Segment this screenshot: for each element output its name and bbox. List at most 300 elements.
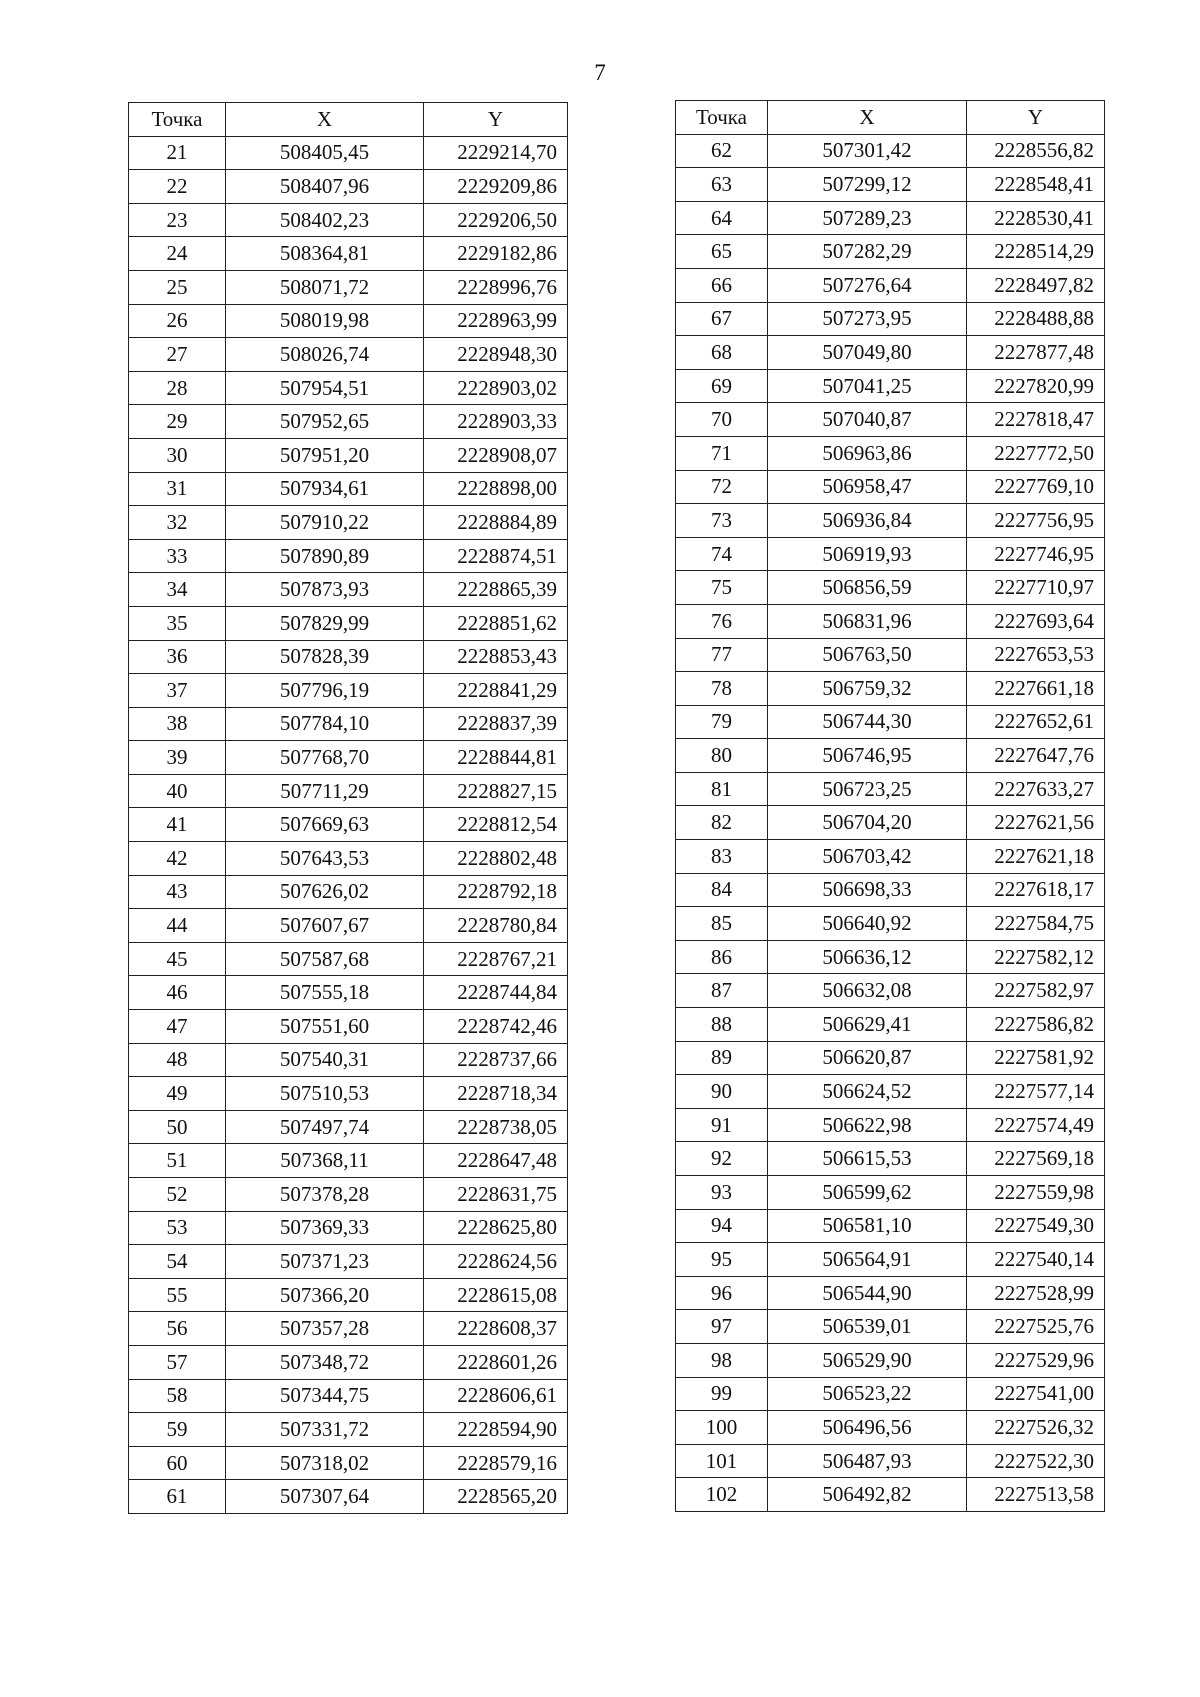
x-coordinate-cell: 507643,53 <box>226 842 424 876</box>
point-cell: 58 <box>129 1379 226 1413</box>
x-coordinate-cell: 507540,31 <box>226 1043 424 1077</box>
point-cell: 60 <box>129 1446 226 1480</box>
x-coordinate-cell: 508019,98 <box>226 304 424 338</box>
table-row <box>129 741 568 775</box>
table-row <box>676 1310 1105 1344</box>
x-coordinate-cell: 508407,96 <box>226 170 424 204</box>
y-coordinate-cell: 2227525,76 <box>967 1310 1105 1344</box>
table-row <box>129 976 568 1010</box>
table-row <box>129 506 568 540</box>
table-row <box>129 909 568 943</box>
table-row <box>129 438 568 472</box>
y-coordinate-cell: 2228903,33 <box>424 405 568 439</box>
table-row <box>676 873 1105 907</box>
y-coordinate-cell: 2227653,53 <box>967 638 1105 672</box>
x-coordinate-cell: 507952,65 <box>226 405 424 439</box>
point-cell: 50 <box>129 1110 226 1144</box>
x-coordinate-cell: 507829,99 <box>226 606 424 640</box>
table-row <box>129 808 568 842</box>
x-coordinate-cell: 506759,32 <box>768 672 967 706</box>
table-row <box>676 403 1105 437</box>
y-coordinate-cell: 2228608,37 <box>424 1312 568 1346</box>
y-coordinate-cell: 2228767,21 <box>424 942 568 976</box>
table-row <box>676 134 1105 168</box>
x-coordinate-cell: 507371,23 <box>226 1245 424 1279</box>
table-row <box>129 606 568 640</box>
y-coordinate-cell: 2229206,50 <box>424 203 568 237</box>
table-row <box>129 1144 568 1178</box>
table-row <box>129 1010 568 1044</box>
y-coordinate-cell: 2228908,07 <box>424 438 568 472</box>
y-coordinate-cell: 2228996,76 <box>424 270 568 304</box>
coordinates-table-left <box>128 102 568 1514</box>
table-row <box>676 1142 1105 1176</box>
point-cell: 80 <box>676 739 768 773</box>
table-row <box>129 1379 568 1413</box>
table-row <box>676 604 1105 638</box>
table-row <box>676 840 1105 874</box>
x-coordinate-cell: 508071,72 <box>226 270 424 304</box>
x-coordinate-cell: 506523,22 <box>768 1377 967 1411</box>
x-coordinate-cell: 506529,90 <box>768 1343 967 1377</box>
y-coordinate-cell: 2227584,75 <box>967 907 1105 941</box>
point-cell: 88 <box>676 1008 768 1042</box>
column-header-point: Точка <box>129 103 226 137</box>
point-cell: 38 <box>129 707 226 741</box>
table-row <box>676 571 1105 605</box>
column-header-point: Точка <box>676 101 768 135</box>
x-coordinate-cell: 507344,75 <box>226 1379 424 1413</box>
table-header-row <box>129 103 568 137</box>
x-coordinate-cell: 507934,61 <box>226 472 424 506</box>
table-row <box>129 1413 568 1447</box>
point-cell: 49 <box>129 1077 226 1111</box>
point-cell: 93 <box>676 1176 768 1210</box>
point-cell: 32 <box>129 506 226 540</box>
x-coordinate-cell: 507348,72 <box>226 1345 424 1379</box>
point-cell: 67 <box>676 302 768 336</box>
y-coordinate-cell: 2227769,10 <box>967 470 1105 504</box>
y-coordinate-cell: 2227818,47 <box>967 403 1105 437</box>
x-coordinate-cell: 506581,10 <box>768 1209 967 1243</box>
point-cell: 54 <box>129 1245 226 1279</box>
point-cell: 68 <box>676 336 768 370</box>
point-cell: 95 <box>676 1243 768 1277</box>
point-cell: 73 <box>676 504 768 538</box>
table-row <box>129 942 568 976</box>
x-coordinate-cell: 507040,87 <box>768 403 967 437</box>
y-coordinate-cell: 2227661,18 <box>967 672 1105 706</box>
table-row <box>676 504 1105 538</box>
point-cell: 51 <box>129 1144 226 1178</box>
point-cell: 64 <box>676 201 768 235</box>
point-cell: 41 <box>129 808 226 842</box>
table-row <box>676 739 1105 773</box>
y-coordinate-cell: 2228737,66 <box>424 1043 568 1077</box>
point-cell: 55 <box>129 1278 226 1312</box>
point-cell: 85 <box>676 907 768 941</box>
y-coordinate-cell: 2228792,18 <box>424 875 568 909</box>
page-number: 7 <box>594 60 606 85</box>
y-coordinate-cell: 2227621,18 <box>967 840 1105 874</box>
y-coordinate-cell: 2227586,82 <box>967 1008 1105 1042</box>
point-cell: 96 <box>676 1276 768 1310</box>
column-header-y: Y <box>424 103 568 137</box>
y-coordinate-cell: 2228514,29 <box>967 235 1105 269</box>
y-coordinate-cell: 2228837,39 <box>424 707 568 741</box>
x-coordinate-cell: 507378,28 <box>226 1178 424 1212</box>
y-coordinate-cell: 2228884,89 <box>424 506 568 540</box>
point-cell: 62 <box>676 134 768 168</box>
table-row <box>676 1041 1105 1075</box>
point-cell: 71 <box>676 436 768 470</box>
point-cell: 83 <box>676 840 768 874</box>
table-row <box>676 638 1105 672</box>
table-row <box>676 369 1105 403</box>
table-row <box>129 674 568 708</box>
table-row <box>129 573 568 607</box>
table-row <box>129 707 568 741</box>
table-row <box>129 237 568 271</box>
x-coordinate-cell: 507049,80 <box>768 336 967 370</box>
point-cell: 98 <box>676 1343 768 1377</box>
table-row <box>676 268 1105 302</box>
y-coordinate-cell: 2227621,56 <box>967 806 1105 840</box>
table-row <box>129 1345 568 1379</box>
y-coordinate-cell: 2228780,84 <box>424 909 568 943</box>
table-row <box>676 940 1105 974</box>
y-coordinate-cell: 2228606,61 <box>424 1379 568 1413</box>
point-cell: 87 <box>676 974 768 1008</box>
y-coordinate-cell: 2229209,86 <box>424 170 568 204</box>
x-coordinate-cell: 507041,25 <box>768 369 967 403</box>
table-row <box>676 336 1105 370</box>
y-coordinate-cell: 2227581,92 <box>967 1041 1105 1075</box>
x-coordinate-cell: 506640,92 <box>768 907 967 941</box>
x-coordinate-cell: 507510,53 <box>226 1077 424 1111</box>
y-coordinate-cell: 2228530,41 <box>967 201 1105 235</box>
point-cell: 99 <box>676 1377 768 1411</box>
point-cell: 27 <box>129 338 226 372</box>
x-coordinate-cell: 507669,63 <box>226 808 424 842</box>
table-row <box>129 1110 568 1144</box>
table-row <box>129 472 568 506</box>
x-coordinate-cell: 508402,23 <box>226 203 424 237</box>
x-coordinate-cell: 506636,12 <box>768 940 967 974</box>
table-row <box>676 1209 1105 1243</box>
y-coordinate-cell: 2228556,82 <box>967 134 1105 168</box>
x-coordinate-cell: 506831,96 <box>768 604 967 638</box>
point-cell: 26 <box>129 304 226 338</box>
point-cell: 57 <box>129 1345 226 1379</box>
table-row <box>129 203 568 237</box>
table-row <box>676 235 1105 269</box>
x-coordinate-cell: 506496,56 <box>768 1411 967 1445</box>
y-coordinate-cell: 2227541,00 <box>967 1377 1105 1411</box>
table-row <box>129 1211 568 1245</box>
y-coordinate-cell: 2228742,46 <box>424 1010 568 1044</box>
x-coordinate-cell: 507276,64 <box>768 268 967 302</box>
y-coordinate-cell: 2228851,62 <box>424 606 568 640</box>
point-cell: 66 <box>676 268 768 302</box>
table-row <box>129 842 568 876</box>
y-coordinate-cell: 2228548,41 <box>967 168 1105 202</box>
column-header-x: X <box>226 103 424 137</box>
table-row <box>676 772 1105 806</box>
x-coordinate-cell: 506624,52 <box>768 1075 967 1109</box>
y-coordinate-cell: 2227574,49 <box>967 1108 1105 1142</box>
y-coordinate-cell: 2228948,30 <box>424 338 568 372</box>
y-coordinate-cell: 2228802,48 <box>424 842 568 876</box>
table-row <box>129 136 568 170</box>
table-row <box>129 338 568 372</box>
y-coordinate-cell: 2227526,32 <box>967 1411 1105 1445</box>
table-row <box>676 974 1105 1008</box>
table-row <box>676 168 1105 202</box>
point-cell: 42 <box>129 842 226 876</box>
x-coordinate-cell: 506564,91 <box>768 1243 967 1277</box>
table-row <box>129 405 568 439</box>
table-row <box>676 201 1105 235</box>
y-coordinate-cell: 2228865,39 <box>424 573 568 607</box>
x-coordinate-cell: 507890,89 <box>226 539 424 573</box>
x-coordinate-cell: 506622,98 <box>768 1108 967 1142</box>
x-coordinate-cell: 506632,08 <box>768 974 967 1008</box>
y-coordinate-cell: 2227582,12 <box>967 940 1105 974</box>
table-row <box>676 1411 1105 1445</box>
point-cell: 48 <box>129 1043 226 1077</box>
x-coordinate-cell: 507318,02 <box>226 1446 424 1480</box>
point-cell: 84 <box>676 873 768 907</box>
x-coordinate-cell: 506958,47 <box>768 470 967 504</box>
x-coordinate-cell: 507910,22 <box>226 506 424 540</box>
y-coordinate-cell: 2227772,50 <box>967 436 1105 470</box>
point-cell: 97 <box>676 1310 768 1344</box>
table-row <box>129 640 568 674</box>
point-cell: 24 <box>129 237 226 271</box>
point-cell: 63 <box>676 168 768 202</box>
x-coordinate-cell: 507299,12 <box>768 168 967 202</box>
point-cell: 28 <box>129 371 226 405</box>
y-coordinate-cell: 2227633,27 <box>967 772 1105 806</box>
point-cell: 102 <box>676 1478 768 1512</box>
point-cell: 79 <box>676 705 768 739</box>
y-coordinate-cell: 2227549,30 <box>967 1209 1105 1243</box>
x-coordinate-cell: 507711,29 <box>226 774 424 808</box>
point-cell: 52 <box>129 1178 226 1212</box>
point-cell: 90 <box>676 1075 768 1109</box>
point-cell: 47 <box>129 1010 226 1044</box>
x-coordinate-cell: 506963,86 <box>768 436 967 470</box>
table-header-row <box>676 101 1105 135</box>
x-coordinate-cell: 507768,70 <box>226 741 424 775</box>
y-coordinate-cell: 2227540,14 <box>967 1243 1105 1277</box>
point-cell: 77 <box>676 638 768 672</box>
y-coordinate-cell: 2228738,05 <box>424 1110 568 1144</box>
table-row <box>129 304 568 338</box>
table-row <box>129 539 568 573</box>
table-row <box>676 1377 1105 1411</box>
y-coordinate-cell: 2227569,18 <box>967 1142 1105 1176</box>
y-coordinate-cell: 2227559,98 <box>967 1176 1105 1210</box>
point-cell: 70 <box>676 403 768 437</box>
y-coordinate-cell: 2228615,08 <box>424 1278 568 1312</box>
table-row <box>676 436 1105 470</box>
point-cell: 43 <box>129 875 226 909</box>
x-coordinate-cell: 506763,50 <box>768 638 967 672</box>
y-coordinate-cell: 2227652,61 <box>967 705 1105 739</box>
x-coordinate-cell: 506704,20 <box>768 806 967 840</box>
y-coordinate-cell: 2228853,43 <box>424 640 568 674</box>
point-cell: 76 <box>676 604 768 638</box>
y-coordinate-cell: 2229214,70 <box>424 136 568 170</box>
y-coordinate-cell: 2228579,16 <box>424 1446 568 1480</box>
column-header-x: X <box>768 101 967 135</box>
x-coordinate-cell: 506615,53 <box>768 1142 967 1176</box>
point-cell: 100 <box>676 1411 768 1445</box>
table-row <box>676 1176 1105 1210</box>
y-coordinate-cell: 2228903,02 <box>424 371 568 405</box>
y-coordinate-cell: 2228898,00 <box>424 472 568 506</box>
x-coordinate-cell: 506723,25 <box>768 772 967 806</box>
table-row <box>676 1343 1105 1377</box>
x-coordinate-cell: 506744,30 <box>768 705 967 739</box>
y-coordinate-cell: 2228565,20 <box>424 1480 568 1514</box>
point-cell: 75 <box>676 571 768 605</box>
x-coordinate-cell: 507289,23 <box>768 201 967 235</box>
x-coordinate-cell: 507784,10 <box>226 707 424 741</box>
x-coordinate-cell: 507551,60 <box>226 1010 424 1044</box>
x-coordinate-cell: 507951,20 <box>226 438 424 472</box>
table-row <box>676 907 1105 941</box>
point-cell: 44 <box>129 909 226 943</box>
table-row <box>129 1278 568 1312</box>
x-coordinate-cell: 506856,59 <box>768 571 967 605</box>
point-cell: 29 <box>129 405 226 439</box>
point-cell: 72 <box>676 470 768 504</box>
y-coordinate-cell: 2228631,75 <box>424 1178 568 1212</box>
table-row <box>129 774 568 808</box>
y-coordinate-cell: 2227582,97 <box>967 974 1105 1008</box>
x-coordinate-cell: 508364,81 <box>226 237 424 271</box>
x-coordinate-cell: 507307,64 <box>226 1480 424 1514</box>
table-row <box>676 1444 1105 1478</box>
point-cell: 22 <box>129 170 226 204</box>
x-coordinate-cell: 506919,93 <box>768 537 967 571</box>
point-cell: 59 <box>129 1413 226 1447</box>
table-row <box>129 1077 568 1111</box>
point-cell: 61 <box>129 1480 226 1514</box>
x-coordinate-cell: 507873,93 <box>226 573 424 607</box>
point-cell: 65 <box>676 235 768 269</box>
table-row <box>676 672 1105 706</box>
y-coordinate-cell: 2227820,99 <box>967 369 1105 403</box>
y-coordinate-cell: 2227618,17 <box>967 873 1105 907</box>
x-coordinate-cell: 507828,39 <box>226 640 424 674</box>
y-coordinate-cell: 2228601,26 <box>424 1345 568 1379</box>
table-row <box>676 1008 1105 1042</box>
x-coordinate-cell: 506698,33 <box>768 873 967 907</box>
x-coordinate-cell: 507273,95 <box>768 302 967 336</box>
point-cell: 40 <box>129 774 226 808</box>
x-coordinate-cell: 506492,82 <box>768 1478 967 1512</box>
table-row <box>676 302 1105 336</box>
x-coordinate-cell: 506746,95 <box>768 739 967 773</box>
point-cell: 101 <box>676 1444 768 1478</box>
x-coordinate-cell: 506599,62 <box>768 1176 967 1210</box>
y-coordinate-cell: 2228624,56 <box>424 1245 568 1279</box>
x-coordinate-cell: 507555,18 <box>226 976 424 1010</box>
point-cell: 25 <box>129 270 226 304</box>
point-cell: 45 <box>129 942 226 976</box>
point-cell: 31 <box>129 472 226 506</box>
x-coordinate-cell: 507369,33 <box>226 1211 424 1245</box>
point-cell: 78 <box>676 672 768 706</box>
y-coordinate-cell: 2228874,51 <box>424 539 568 573</box>
x-coordinate-cell: 506936,84 <box>768 504 967 538</box>
y-coordinate-cell: 2228488,88 <box>967 302 1105 336</box>
point-cell: 91 <box>676 1108 768 1142</box>
y-coordinate-cell: 2228827,15 <box>424 774 568 808</box>
x-coordinate-cell: 507366,20 <box>226 1278 424 1312</box>
y-coordinate-cell: 2227693,64 <box>967 604 1105 638</box>
y-coordinate-cell: 2228844,81 <box>424 741 568 775</box>
y-coordinate-cell: 2227746,95 <box>967 537 1105 571</box>
x-coordinate-cell: 506620,87 <box>768 1041 967 1075</box>
x-coordinate-cell: 506703,42 <box>768 840 967 874</box>
y-coordinate-cell: 2228963,99 <box>424 304 568 338</box>
y-coordinate-cell: 2228841,29 <box>424 674 568 708</box>
y-coordinate-cell: 2228812,54 <box>424 808 568 842</box>
point-cell: 74 <box>676 537 768 571</box>
y-coordinate-cell: 2227577,14 <box>967 1075 1105 1109</box>
y-coordinate-cell: 2228718,34 <box>424 1077 568 1111</box>
table-row <box>676 1243 1105 1277</box>
x-coordinate-cell: 507282,29 <box>768 235 967 269</box>
y-coordinate-cell: 2228625,80 <box>424 1211 568 1245</box>
y-coordinate-cell: 2228497,82 <box>967 268 1105 302</box>
x-coordinate-cell: 507954,51 <box>226 371 424 405</box>
table-row <box>676 806 1105 840</box>
y-coordinate-cell: 2229182,86 <box>424 237 568 271</box>
y-coordinate-cell: 2227528,99 <box>967 1276 1105 1310</box>
y-coordinate-cell: 2228744,84 <box>424 976 568 1010</box>
y-coordinate-cell: 2227529,96 <box>967 1343 1105 1377</box>
x-coordinate-cell: 507796,19 <box>226 674 424 708</box>
point-cell: 94 <box>676 1209 768 1243</box>
y-coordinate-cell: 2227877,48 <box>967 336 1105 370</box>
point-cell: 89 <box>676 1041 768 1075</box>
x-coordinate-cell: 506629,41 <box>768 1008 967 1042</box>
x-coordinate-cell: 506544,90 <box>768 1276 967 1310</box>
x-coordinate-cell: 507331,72 <box>226 1413 424 1447</box>
x-coordinate-cell: 507626,02 <box>226 875 424 909</box>
x-coordinate-cell: 507607,67 <box>226 909 424 943</box>
y-coordinate-cell: 2227647,76 <box>967 739 1105 773</box>
point-cell: 69 <box>676 369 768 403</box>
x-coordinate-cell: 507368,11 <box>226 1144 424 1178</box>
x-coordinate-cell: 507497,74 <box>226 1110 424 1144</box>
point-cell: 23 <box>129 203 226 237</box>
table-row <box>676 1108 1105 1142</box>
point-cell: 30 <box>129 438 226 472</box>
point-cell: 92 <box>676 1142 768 1176</box>
table-row <box>129 170 568 204</box>
table-row <box>676 1276 1105 1310</box>
y-coordinate-cell: 2227710,97 <box>967 571 1105 605</box>
table-row <box>129 371 568 405</box>
table-row <box>129 1043 568 1077</box>
